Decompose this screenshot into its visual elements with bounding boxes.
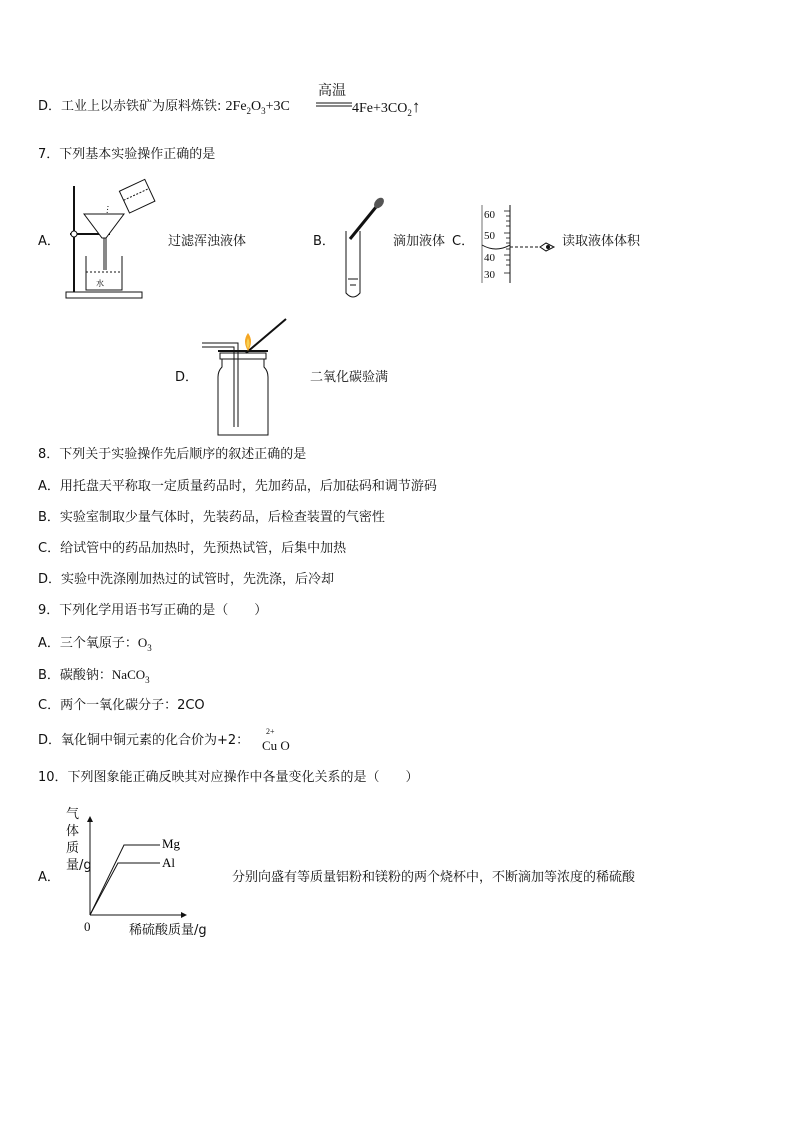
q9-option-a: A．三个氧原子：$O_3$ xyxy=(38,635,152,653)
q6-d-equation-left: $2Fe_2O_3+3C$ xyxy=(225,99,290,116)
series-al-line xyxy=(90,863,160,915)
q6-d-text: 工业上以赤铁矿为原料炼铁: xyxy=(61,99,226,114)
q7-d-caption: 二氧化碳验满 xyxy=(310,370,389,385)
q7-a-caption: 过滤浑浊液体 xyxy=(168,234,247,249)
q9-option-b: B．碳酸钠：NaCO$_3$ xyxy=(38,667,150,685)
q10-a-origin: 0 xyxy=(84,919,91,934)
q10-a-chart xyxy=(84,815,224,925)
svg-text:水: 水 xyxy=(96,279,104,288)
q6-option-d xyxy=(38,98,290,120)
q7-a-label: A． xyxy=(38,234,60,249)
q8-option-c: C．给试管中的药品加热时，先预热试管，后集中加热 xyxy=(38,541,347,556)
q7-d-label: D． xyxy=(175,370,199,385)
q9-option-c: C．两个一氧化碳分子：2CO xyxy=(38,698,205,713)
q9-d-charge: 2+ xyxy=(266,727,275,736)
q6-d-label: D． xyxy=(38,99,62,114)
q7-b-caption: 滴加液体 xyxy=(393,234,446,249)
q6-d-condition: 高温 xyxy=(318,83,346,99)
series-mg-label: Mg xyxy=(162,836,181,851)
q7-c-tick-40: 40 xyxy=(484,252,495,264)
series-al-label: Al xyxy=(162,855,175,870)
series-mg-line xyxy=(90,845,160,915)
q7-c-tick-30: 30 xyxy=(484,269,495,281)
q7-stem: 7．下列基本实验操作正确的是 xyxy=(38,147,216,162)
co2-collection-bottle-icon xyxy=(198,317,298,439)
q7-b-label: B． xyxy=(313,234,335,249)
q8-option-a: A．用托盘天平称取一定质量药品时，先加药品，后加砝码和调节游码 xyxy=(38,479,437,494)
q8-stem: 8．下列关于实验操作先后顺序的叙述正确的是 xyxy=(38,447,307,462)
q6-d-equation-right: $4Fe+3CO_2↑$ xyxy=(352,97,421,118)
q9-option-d: D．氧化铜中铜元素的化合价为+2： xyxy=(38,733,250,748)
q9-stem: 9．下列化学用语书写正确的是（ ） xyxy=(38,603,268,618)
q7-c-tick-60: 60 xyxy=(484,209,495,221)
q10-a-ylabel: 气体质量/g xyxy=(66,807,92,873)
q6-d-equal-sign xyxy=(316,101,356,109)
q8-option-d: D．实验中洗涤刚加热过的试管时，先洗涤，后冷却 xyxy=(38,572,335,587)
q7-c-caption: 读取液体体积 xyxy=(562,234,641,249)
filtration-apparatus-icon xyxy=(62,178,172,303)
q10-stem: 10．下列图象能正确反映其对应操作中各量变化关系的是（ ） xyxy=(38,770,419,785)
dropper-test-tube-icon xyxy=(336,193,386,303)
q9-d-formula: Cu O xyxy=(262,738,290,753)
q7-c-label: C． xyxy=(452,234,475,249)
q10-a-description: 分别向盛有等质量铝粉和镁粉的两个烧杯中，不断滴加等浓度的稀硫酸 xyxy=(232,870,636,885)
q8-option-b: B．实验室制取少量气体时，先装药品，后检查装置的气密性 xyxy=(38,510,385,525)
q10-a-label: A． xyxy=(38,870,60,885)
q7-c-tick-50: 50 xyxy=(484,230,495,242)
q10-a-xlabel: 稀硫酸质量/g xyxy=(129,923,207,938)
